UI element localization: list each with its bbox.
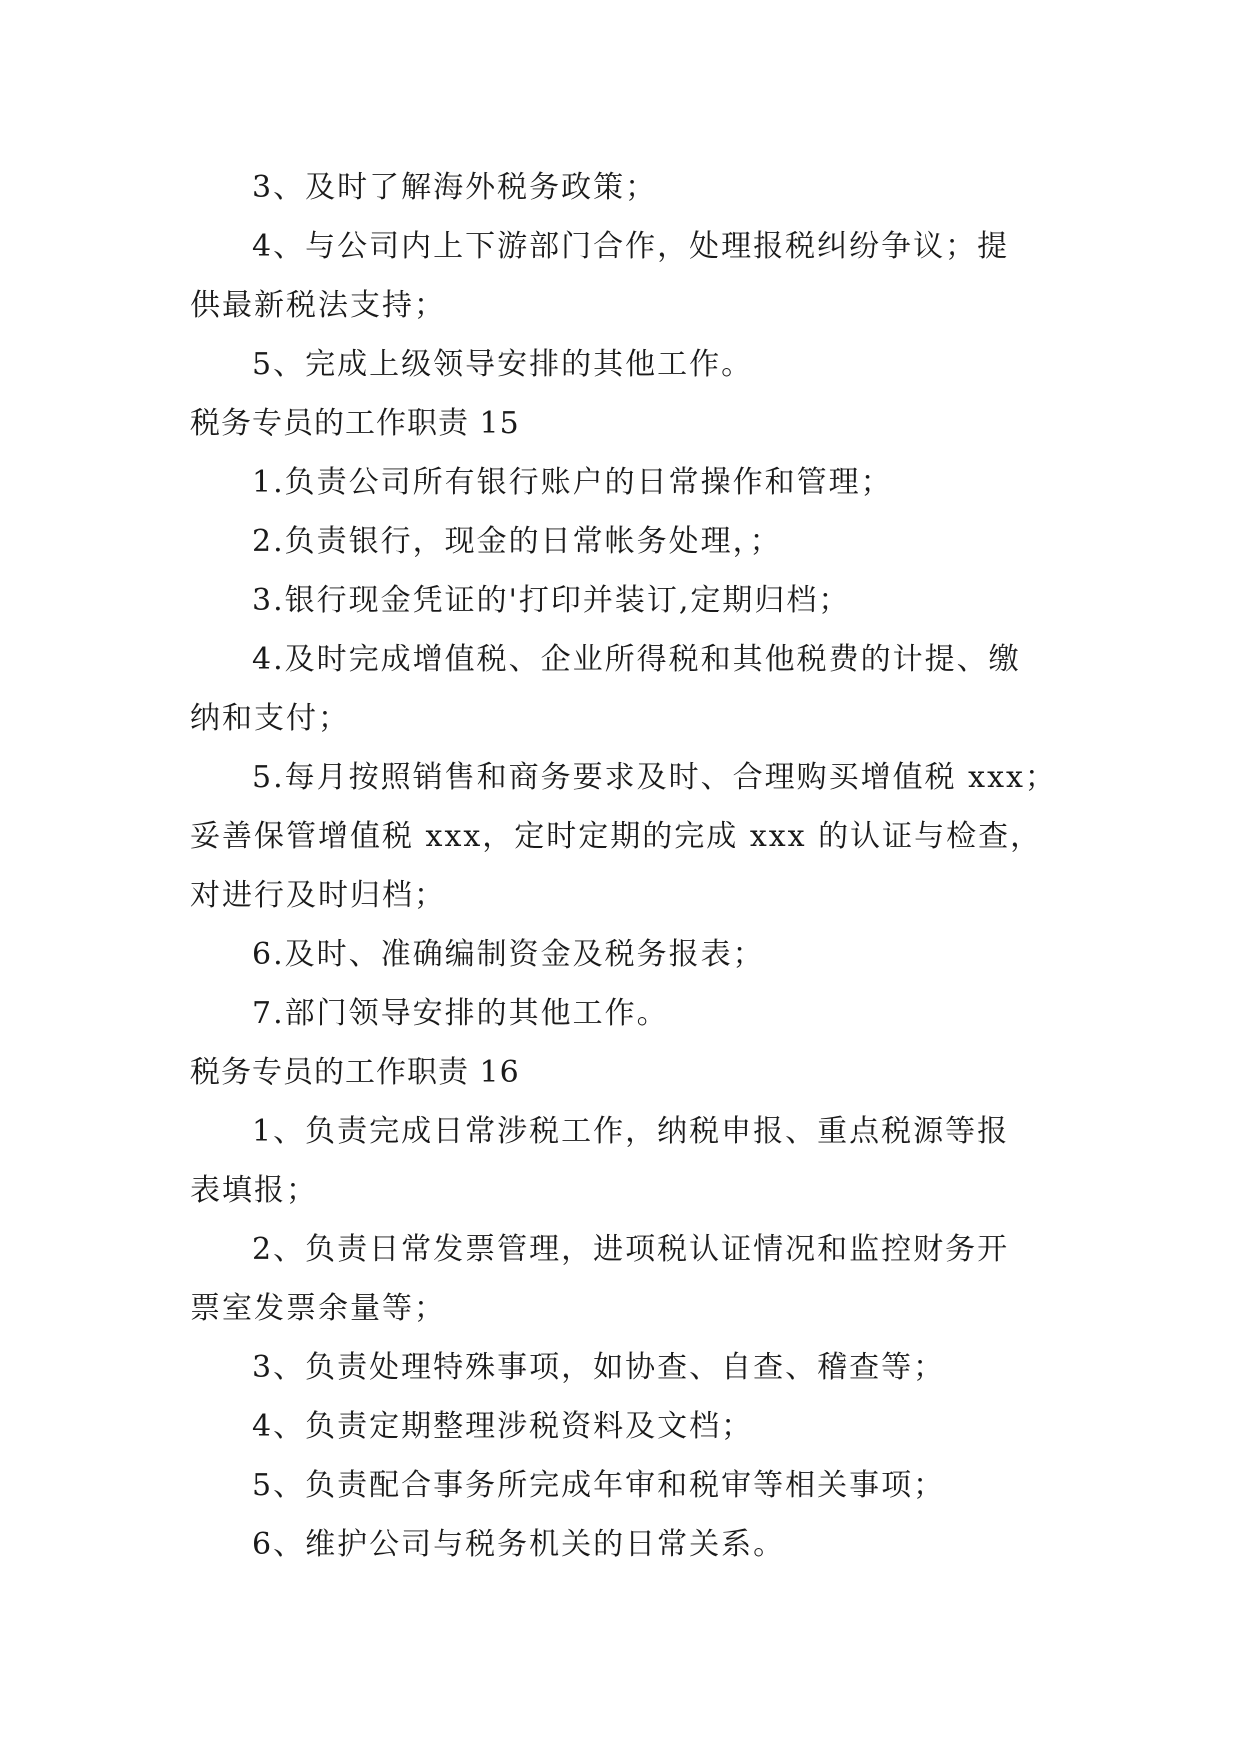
paragraph-line: 2.负责银行，现金的日常帐务处理，； <box>252 524 782 559</box>
paragraph-line: 1、负责完成日常涉税工作，纳税申报、重点税源等报 <box>252 1114 1010 1149</box>
paragraph-line: 1.负责公司所有银行账户的日常操作和管理； <box>252 465 893 500</box>
paragraph-line: 5、负责配合事务所完成年审和税审等相关事项； <box>252 1468 946 1503</box>
section-heading: 税务专员的工作职责 16 <box>190 1055 520 1090</box>
paragraph-line: 对进行及时归档； <box>190 878 446 913</box>
paragraph-line: 表填报； <box>190 1173 318 1208</box>
paragraph-line: 4、负责定期整理涉税资料及文档； <box>252 1409 754 1444</box>
section-heading: 税务专员的工作职责 15 <box>190 406 520 441</box>
paragraph-line: 7.部门领导安排的其他工作。 <box>252 996 669 1031</box>
paragraph-line: 3、负责处理特殊事项，如协查、自查、稽查等； <box>252 1350 946 1385</box>
document-body <box>190 158 1070 1574</box>
paragraph-line: 6、维护公司与税务机关的日常关系。 <box>252 1527 786 1562</box>
paragraph-line: 5、完成上级领导安排的其他工作。 <box>252 347 754 382</box>
paragraph-line: 6.及时、准确编制资金及税务报表； <box>252 937 765 972</box>
paragraph-line: 纳和支付； <box>190 701 350 736</box>
paragraph-line: 3、及时了解海外税务政策； <box>252 170 658 205</box>
paragraph-line: 5.每月按照销售和商务要求及时、合理购买增值税 xxx； <box>252 760 1057 795</box>
paragraph-line: 4.及时完成增值税、企业所得税和其他税费的计提、缴 <box>252 642 1021 677</box>
paragraph-line: 3.银行现金凭证的'打印并装订,定期归档； <box>252 583 851 618</box>
paragraph-line: 4、与公司内上下游部门合作，处理报税纠纷争议；提 <box>252 229 1010 264</box>
paragraph-line: 供最新税法支持； <box>190 288 446 323</box>
paragraph-line: 妥善保管增值税 xxx，定时定期的完成 xxx 的认证与检查， <box>190 819 1043 854</box>
paragraph-line: 2、负责日常发票管理，进项税认证情况和监控财务开 <box>252 1232 1010 1267</box>
paragraph-line: 票室发票余量等； <box>190 1291 446 1326</box>
